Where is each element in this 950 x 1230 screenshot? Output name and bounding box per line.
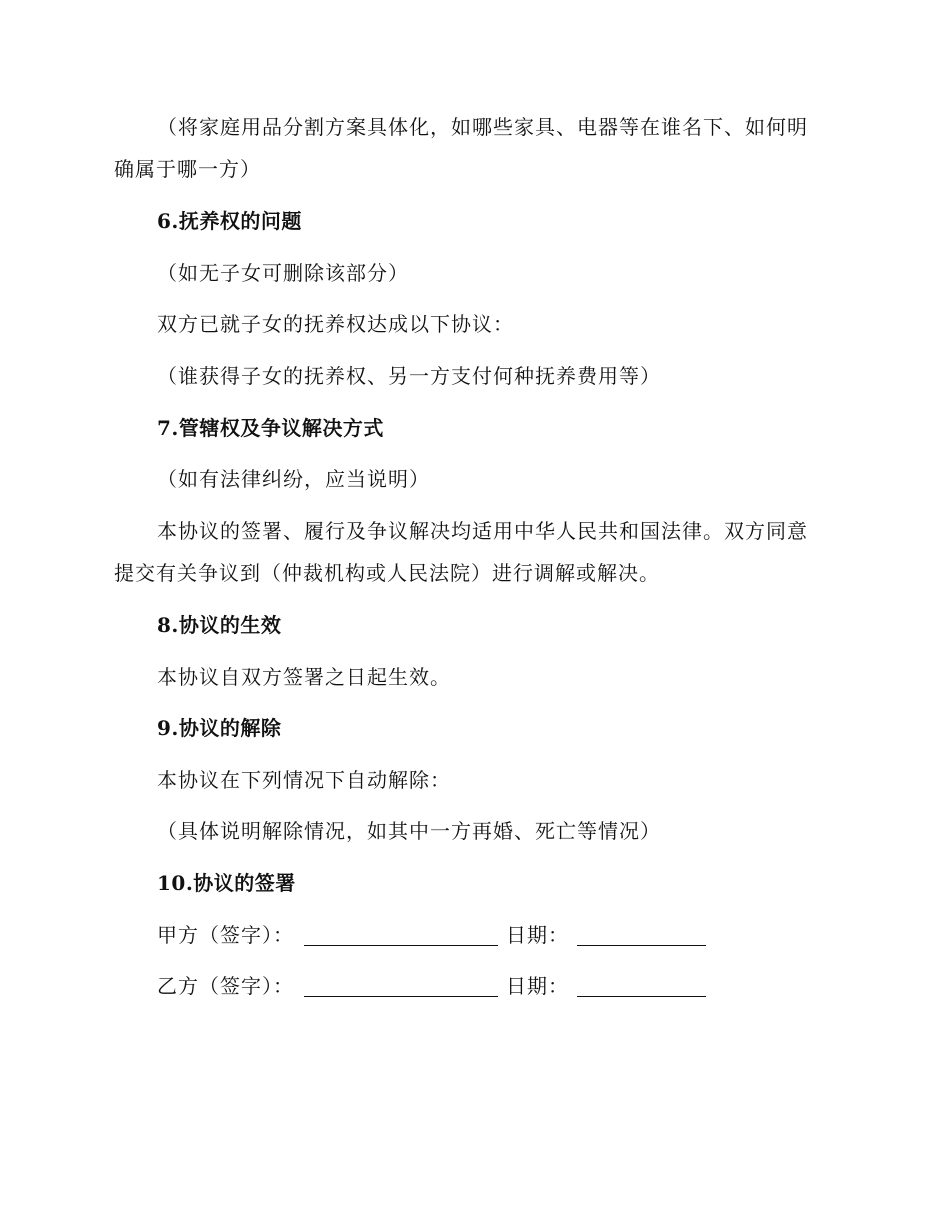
- paragraph-household-items-line1: （将家庭用品分割方案具体化，如哪些家具、电器等在谁名下、如何明: [157, 115, 808, 139]
- paragraph-household-items-line2: 确属于哪一方）: [114, 157, 261, 181]
- section-heading-termination: 9.协议的解除: [157, 716, 282, 740]
- party-a-signature-line[interactable]: [304, 917, 498, 946]
- signature-row-party-b: [157, 965, 706, 1007]
- paragraph-custody-agreement: 双方已就子女的抚养权达成以下协议：: [157, 312, 514, 336]
- paragraph-effectiveness: 本协议自双方签署之日起生效。: [157, 665, 451, 689]
- section-heading-custody: 6.抚养权的问题: [157, 209, 302, 233]
- section-heading-effectiveness: 8.协议的生效: [157, 613, 282, 637]
- paragraph-governing-law-line2: 提交有关争议到（仲裁机构或人民法院）进行调解或解决。: [114, 561, 660, 585]
- signature-row-party-a: [157, 914, 706, 956]
- paragraph-custody-note: （如无子女可删除该部分）: [157, 261, 409, 285]
- party-a-date-line[interactable]: [577, 917, 706, 946]
- paragraph-governing-law-line1: 本协议的签署、履行及争议解决均适用中华人民共和国法律。双方同意: [157, 519, 808, 543]
- paragraph-custody-details: （谁获得子女的抚养权、另一方支付何种抚养费用等）: [157, 364, 661, 388]
- paragraph-jurisdiction-note: （如有法律纠纷，应当说明）: [157, 467, 430, 491]
- party-b-date-line[interactable]: [577, 968, 706, 997]
- party-b-date-label: 日期：: [506, 974, 569, 998]
- party-b-label: 乙方（签字）：: [157, 974, 294, 998]
- paragraph-termination: 本协议在下列情况下自动解除：: [157, 768, 451, 792]
- party-a-label: 甲方（签字）：: [157, 923, 294, 947]
- paragraph-termination-details: （具体说明解除情况，如其中一方再婚、死亡等情况）: [157, 819, 661, 843]
- party-a-date-label: 日期：: [506, 923, 569, 947]
- section-heading-jurisdiction: 7.管辖权及争议解决方式: [157, 416, 384, 440]
- party-b-signature-line[interactable]: [304, 968, 498, 997]
- section-heading-signing: 10.协议的签署: [157, 871, 296, 895]
